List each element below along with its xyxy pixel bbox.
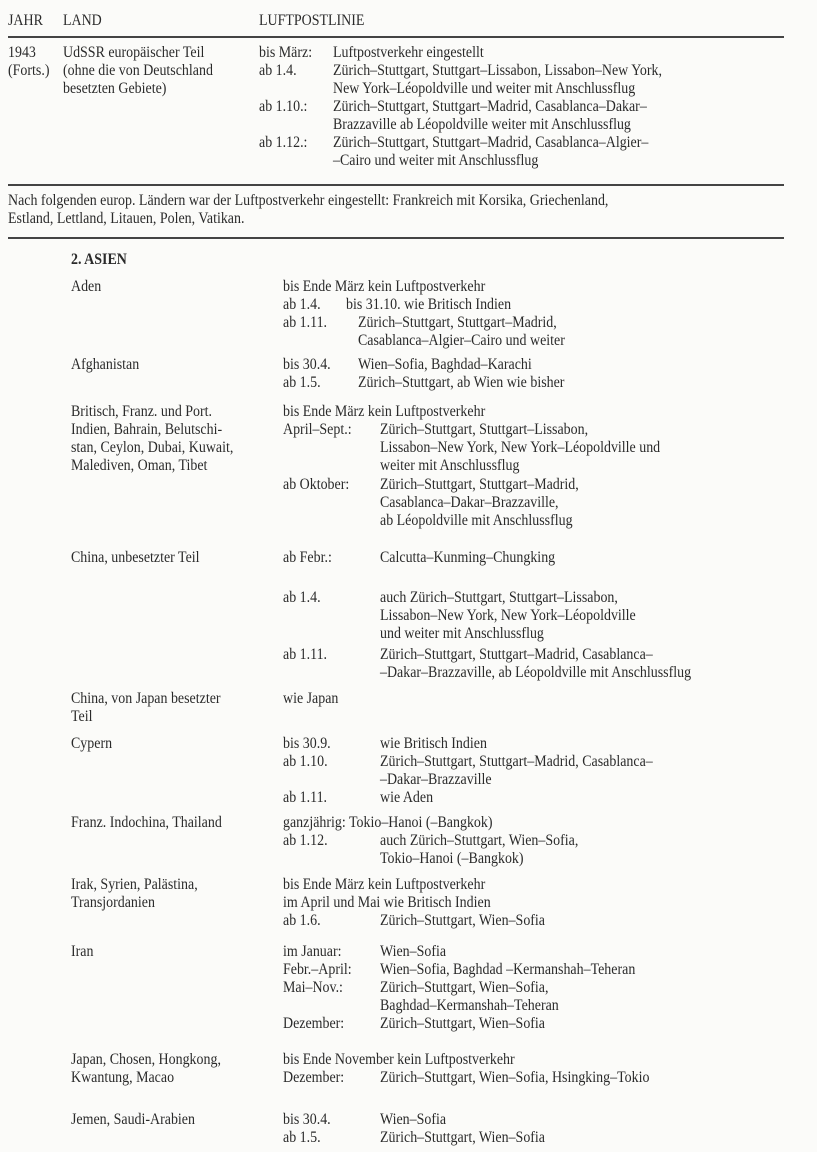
route-line: bis 31.10. wie Britisch Indien	[346, 296, 512, 313]
route-line: Zürich–Stuttgart, Stuttgart–Madrid, Casablanca–Dakar–	[333, 98, 647, 115]
country-line: Japan, Chosen, Hongkong,	[71, 1051, 221, 1068]
period: ab 1.10.	[283, 753, 328, 770]
country-line: Britisch, Franz. und Port.	[71, 403, 213, 420]
period: ab 1.4.	[259, 62, 297, 79]
route-line: Casablanca–Dakar–Brazzaville,	[380, 494, 559, 511]
route-line: im April und Mai wie Britisch Indien	[283, 894, 491, 911]
route-line: Zürich–Stuttgart, Stuttgart–Lissabon,	[380, 421, 589, 438]
section-title: 2. ASIEN	[71, 251, 127, 268]
route-line: Wien–Sofia, Baghdad –Kermanshah–Teheran	[380, 961, 636, 978]
route-line: Zürich–Stuttgart, Wien–Sofia	[380, 1129, 546, 1146]
period: ab 1.12.:	[259, 134, 308, 151]
route-line: Zürich–Stuttgart, Wien–Sofia,	[380, 979, 549, 996]
period: ab 1.10.:	[259, 98, 308, 115]
route-line: Zürich–Stuttgart, Stuttgart–Lissabon, Lissabon–New York,	[333, 62, 662, 79]
period: ab 1.11.	[283, 314, 328, 331]
route-line: Zürich–Stuttgart, Stuttgart–Madrid, Casablanca–	[380, 753, 653, 770]
route-line: bis Ende März kein Luftpostverkehr	[283, 403, 486, 420]
period: ab 1.4.	[283, 589, 321, 606]
route-line: auch Zürich–Stuttgart, Wien–Sofia,	[380, 832, 579, 849]
period: bis 30.4.	[283, 1111, 331, 1128]
country-line: Kwantung, Macao	[71, 1069, 175, 1086]
route-line: Baghdad–Kermanshah–Teheran	[380, 997, 559, 1014]
route-line: weiter mit Anschlussflug	[380, 457, 520, 474]
country-line: besetzten Gebiete)	[63, 80, 167, 97]
route-line: Zürich–Stuttgart, ab Wien wie bisher	[358, 374, 565, 391]
route-line: Zürich–Stuttgart, Wien–Sofia	[380, 1015, 546, 1032]
route-line: ganzjährig: Tokio–Hanoi (–Bangkok)	[283, 814, 493, 831]
route-line: Brazzaville ab Léopoldville weiter mit Anschlussflug	[333, 116, 631, 133]
country: Afghanistan	[71, 356, 140, 373]
country-line: China, von Japan besetzter	[71, 690, 221, 707]
route-line: New York–Léopoldville und weiter mit Anschlussflug	[333, 80, 636, 97]
period: ab 1.5.	[283, 1129, 321, 1146]
route-line: ab Léopoldville mit Anschlussflug	[380, 512, 573, 529]
period: im Januar:	[283, 943, 342, 960]
route-line: –Cairo und weiter mit Anschlussflug	[333, 152, 539, 169]
route-line: wie Aden	[380, 789, 434, 806]
period: Dezember:	[283, 1015, 345, 1032]
route-line: Wien–Sofia	[380, 943, 447, 960]
route-line: und weiter mit Anschlussflug	[380, 625, 544, 642]
route-line: Wien–Sofia, Baghdad–Karachi	[358, 356, 532, 373]
period: Febr.–April:	[283, 961, 352, 978]
country: Jemen, Saudi-Arabien	[71, 1111, 195, 1128]
country-line: Transjordanien	[71, 894, 155, 911]
country-line: stan, Ceylon, Dubai, Kuwait,	[71, 439, 234, 456]
period: ab Oktober:	[283, 476, 350, 493]
route-line: bis Ende März kein Luftpostverkehr	[283, 876, 486, 893]
col-header-country: LAND	[63, 12, 102, 29]
period: ab Febr.:	[283, 549, 332, 566]
period: bis März:	[259, 44, 313, 61]
header-rule	[8, 36, 784, 38]
col-header-year: JAHR	[8, 12, 43, 29]
period: Dezember:	[283, 1069, 345, 1086]
period: ab 1.6.	[283, 912, 321, 929]
country: China, unbesetzter Teil	[71, 549, 200, 566]
country: Franz. Indochina, Thailand	[71, 814, 222, 831]
country-line: Teil	[71, 708, 93, 725]
route-line: wie Britisch Indien	[380, 735, 487, 752]
route-line: wie Japan	[283, 690, 339, 707]
route-line: Lissabon–New York, New York–Léopoldville und	[380, 439, 661, 456]
note-line: Estland, Lettland, Litauen, Polen, Vatikan.	[8, 210, 245, 227]
period: Mai–Nov.:	[283, 979, 343, 996]
period: ab 1.11.	[283, 646, 328, 663]
country: Cypern	[71, 735, 113, 752]
route-line: Casablanca–Algier–Cairo und weiter	[358, 332, 565, 349]
route-line: Zürich–Stuttgart, Stuttgart–Madrid,	[358, 314, 557, 331]
route-line: Zürich–Stuttgart, Wien–Sofia, Hsingking–Tokio	[380, 1069, 650, 1086]
period: ab 1.11.	[283, 789, 328, 806]
note-line: Nach folgenden europ. Ländern war der Luftpostverkehr eingestellt: Frankreich mit Korsika, Griechenland,	[8, 192, 609, 209]
section-rule	[8, 184, 784, 186]
col-header-route: LUFTPOSTLINIE	[259, 12, 365, 29]
period: bis 30.4.	[283, 356, 331, 373]
period: April–Sept.:	[283, 421, 352, 438]
route-line: bis Ende November kein Luftpostverkehr	[283, 1051, 515, 1068]
route-line: Zürich–Stuttgart, Wien–Sofia	[380, 912, 546, 929]
country: Aden	[71, 278, 102, 295]
period: bis 30.9.	[283, 735, 331, 752]
route-line: Wien–Sofia	[380, 1111, 447, 1128]
route-line: Zürich–Stuttgart, Stuttgart–Madrid, Casablanca–Algier–	[333, 134, 649, 151]
year: 1943	[8, 44, 36, 61]
country-line: Malediven, Oman, Tibet	[71, 457, 208, 474]
period: ab 1.12.	[283, 832, 328, 849]
section-rule	[8, 237, 784, 239]
route-line: –Dakar–Brazzaville	[380, 771, 492, 788]
route-line: bis Ende März kein Luftpostverkehr	[283, 278, 486, 295]
country-line: Indien, Bahrain, Belutschi-	[71, 421, 223, 438]
route-line: Lissabon–New York, New York–Léopoldville	[380, 607, 636, 624]
route-line: Zürich–Stuttgart, Stuttgart–Madrid, Casablanca–	[380, 646, 653, 663]
route-line: Tokio–Hanoi (–Bangkok)	[380, 850, 524, 867]
route-line: Luftpostverkehr eingestellt	[333, 44, 484, 61]
route-line: auch Zürich–Stuttgart, Stuttgart–Lissabon,	[380, 589, 618, 606]
route-line: –Dakar–Brazzaville, ab Léopoldville mit Anschlussflug	[380, 664, 692, 681]
route-line: Calcutta–Kunming–Chungking	[380, 549, 556, 566]
period: ab 1.5.	[283, 374, 321, 391]
year-note: (Forts.)	[8, 62, 50, 79]
period: ab 1.4.	[283, 296, 321, 313]
country-line: UdSSR europäischer Teil	[63, 44, 205, 61]
country-line: Irak, Syrien, Palästina,	[71, 876, 198, 893]
country-line: (ohne die von Deutschland	[63, 62, 213, 79]
route-line: Zürich–Stuttgart, Stuttgart–Madrid,	[380, 476, 579, 493]
country: Iran	[71, 943, 94, 960]
